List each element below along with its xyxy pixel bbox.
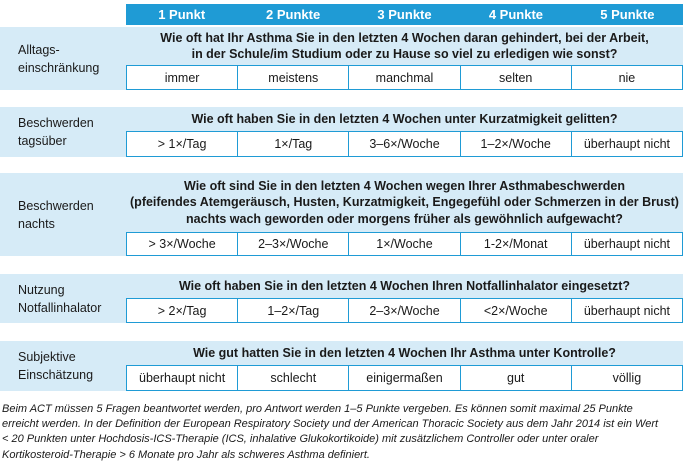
answer-option-5[interactable]: überhaupt nicht [571, 132, 683, 156]
answer-row [126, 298, 683, 323]
answer-option-2[interactable]: 2–3×/Woche [237, 233, 348, 255]
answer-option-1[interactable]: > 1×/Tag [126, 132, 237, 156]
answer-row [126, 365, 683, 391]
question [126, 107, 683, 131]
row-label [0, 27, 126, 90]
answer-option-1[interactable]: immer [126, 66, 237, 89]
answer-option-3[interactable]: manchmal [348, 66, 459, 89]
footnote-line: erreicht werden. In der Definition der European Respiratory Society und der American Thoracic Society aus dem Jahr 2014 ist ein Wert [2, 418, 659, 431]
footnote-line: Beim ACT müssen 5 Fragen beantwortet werden, pro Antwort werden 1–5 Punkte vergeben. Es können somit maximal 25 Punkte [2, 403, 633, 415]
question-line: Wie gut hatten Sie in den letzten 4 Wochen Ihr Asthma unter Kontrolle? [193, 345, 616, 360]
row-label-line: nachts [18, 216, 55, 231]
answer-option-4[interactable]: 1-2×/Monat [460, 233, 571, 255]
answer-option-1[interactable]: > 3×/Woche [126, 233, 237, 255]
question-line: nachts wach geworden oder morgens früher als gewöhnlich aufgewacht? [186, 211, 623, 226]
row-label [0, 274, 126, 323]
row-label-line: Alltags- [18, 42, 60, 57]
answer-option-3[interactable]: 2–3×/Woche [348, 299, 459, 322]
row-notfallinhalator [0, 274, 685, 323]
answer-option-1[interactable]: überhaupt nicht [126, 366, 237, 390]
row-label-line: Subjektive [18, 350, 76, 364]
answer-option-4[interactable]: gut [460, 366, 571, 390]
header-col-5: 5 Punkte [600, 7, 655, 22]
answer-row [126, 65, 683, 90]
answer-option-4[interactable]: 1–2×/Woche [460, 132, 571, 156]
answer-option-2[interactable]: 1×/Tag [237, 132, 348, 156]
answer-option-3[interactable]: 1×/Woche [348, 233, 459, 255]
answer-row [126, 131, 683, 157]
answer-option-4[interactable]: selten [460, 66, 571, 89]
answer-option-5[interactable]: völlig [571, 366, 683, 390]
footnote-line: < 20 Punkten unter Hochdosis-ICS-Therapie (ICS, inhalative Glukokortikoide) mit zusätzlichem Controller oder unter oraler [2, 433, 599, 446]
header-col-2: 2 Punkte [266, 7, 321, 22]
question [126, 341, 683, 365]
header-col-3: 3 Punkte [377, 7, 432, 22]
row-label-line: Beschwerden [18, 198, 94, 213]
row-label [0, 107, 126, 157]
row-beschwerden-nachts [0, 173, 685, 256]
header-col-1: 1 Punkt [158, 7, 206, 22]
question-line: Wie oft haben Sie in den letzten 4 Wochen Ihren Notfallinhalator eingesetzt? [178, 278, 631, 293]
row-subjektive-einschaetzung [0, 341, 685, 391]
answer-option-2[interactable]: meistens [237, 66, 348, 89]
answer-option-3[interactable]: einigermaßen [348, 366, 459, 390]
question [126, 27, 683, 65]
answer-option-2[interactable]: 1–2×/Tag [237, 299, 348, 322]
row-label-line: einschränkung [18, 60, 100, 75]
points-header [126, 4, 683, 25]
answer-option-2[interactable]: schlecht [237, 366, 348, 390]
question [126, 274, 683, 298]
answer-option-3[interactable]: 3–6×/Woche [348, 132, 459, 156]
row-label [0, 173, 126, 256]
footnote [2, 402, 682, 463]
row-label-line: Nutzung [18, 282, 65, 297]
answer-option-5[interactable]: nie [571, 66, 683, 89]
row-alltagseinschraenkung [0, 27, 685, 90]
row-label-line: Einschätzung [18, 368, 94, 382]
question-line: Wie oft sind Sie in den letzten 4 Wochen wegen Ihrer Asthmabeschwerden [184, 178, 625, 193]
question-line: Wie oft hat Ihr Asthma Sie in den letzten 4 Wochen daran gehindert, bei der Arbeit, [160, 30, 649, 45]
row-label-line: Notfallinhalator [18, 300, 102, 315]
question-line: Wie oft haben Sie in den letzten 4 Wochen unter Kurzatmigkeit gelitten? [191, 111, 618, 126]
footnote-line: Kortikosteroid-Therapie > 6 Monate pro Jahr als schweres Asthma definiert. [2, 448, 370, 461]
answer-option-5[interactable]: überhaupt nicht [571, 299, 683, 322]
question-line: in der Schule/im Studium oder zu Hause so viel zu erledigen wie sonst? [191, 47, 618, 61]
answer-option-4[interactable]: <2×/Woche [460, 299, 571, 322]
row-label-line: tagsüber [18, 134, 67, 148]
answer-option-5[interactable]: überhaupt nicht [571, 233, 683, 255]
answer-option-1[interactable]: > 2×/Tag [126, 299, 237, 322]
answer-row [126, 232, 683, 256]
question-line: (pfeifendes Atemgeräusch, Husten, Kurzatmigkeit, Engegefühl oder Schmerzen in der Brust) [130, 195, 679, 210]
question [126, 173, 683, 232]
row-label [0, 341, 126, 391]
row-label-line: Beschwerden [18, 116, 94, 130]
row-beschwerden-tagsueber [0, 107, 685, 157]
header-col-4: 4 Punkte [488, 7, 544, 22]
